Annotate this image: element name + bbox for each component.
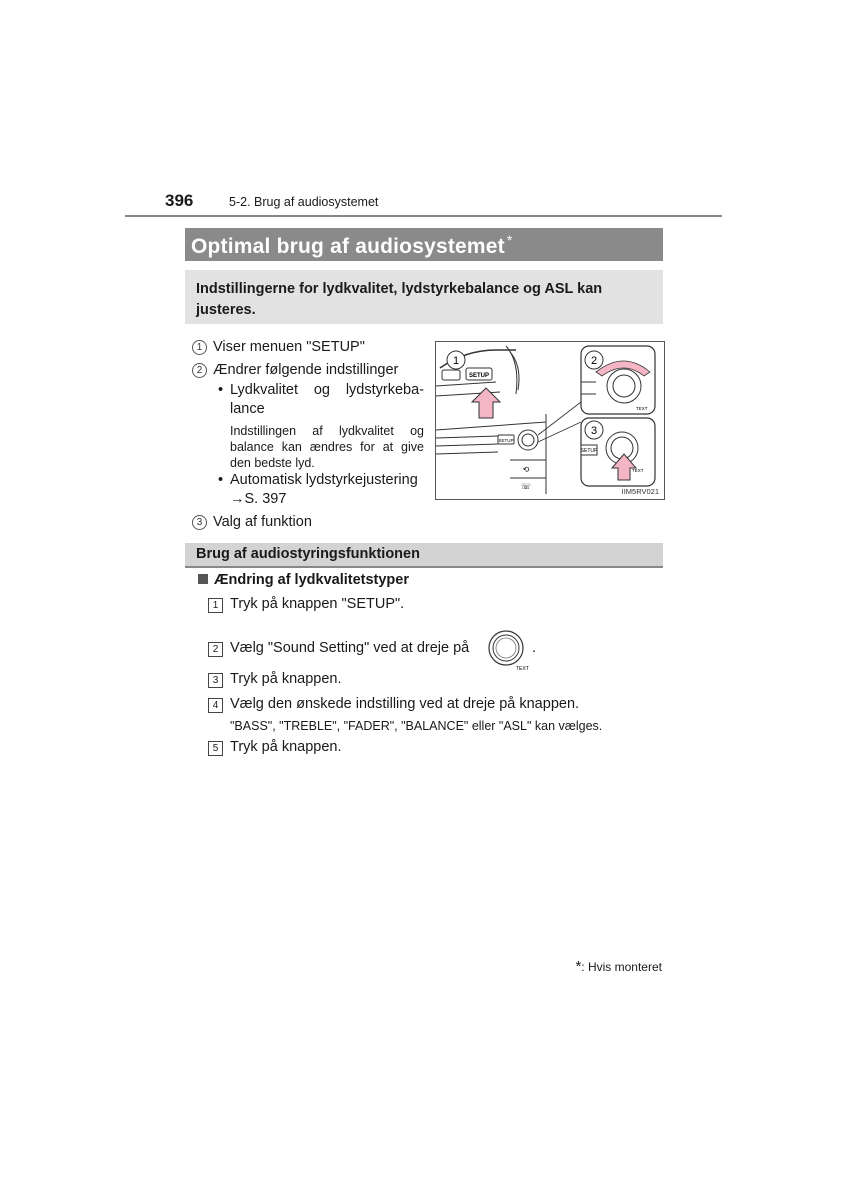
svg-text:TEXT: TEXT (516, 666, 529, 672)
step-text: Vælg den ønskede indstilling ved at dreje på knappen. (230, 696, 580, 712)
step-number: 3 (208, 673, 223, 688)
note-text: Indstillingen af lydkvalitet og balance kan ændres for at give den bedste lyd. (230, 424, 424, 470)
footnote (575, 958, 662, 975)
item-text: Viser menuen "SETUP" (213, 339, 365, 355)
step-text: Vælg "Sound Setting" ved at dreje på (230, 640, 470, 656)
step-number: 5 (208, 741, 223, 756)
item-number: 1 (192, 340, 207, 355)
callout-3: 3 (590, 425, 598, 437)
step-text: Tryk på knappen "SETUP". (230, 596, 405, 612)
page-title: Optimal brug af audiosystemet * (191, 232, 513, 258)
knob-text-label: TEXT (632, 468, 644, 473)
callout-2: 2 (590, 355, 598, 367)
step-text: Tryk på knappen. (230, 739, 342, 755)
intro-box (185, 270, 663, 324)
subsection-title: Brug af audiostyringsfunktionen (196, 546, 420, 562)
step-suffix: . (532, 640, 537, 656)
header-rule (125, 215, 722, 217)
page-number: 396 (165, 191, 194, 210)
title-asterisk: * (506, 232, 513, 248)
step-2 (208, 640, 568, 672)
setup-button-label: SETUP (468, 373, 490, 379)
step-text: Tryk på knappen. (230, 671, 342, 687)
item-number: 2 (192, 363, 207, 378)
item-number: 3 (192, 515, 207, 530)
audio-control-figure (435, 341, 665, 500)
step-note: "BASS", "TREBLE", "FADER", "BALANCE" eller "ASL" kan vælges. (230, 719, 603, 733)
svg-text:⟲: ⟲ (522, 465, 530, 474)
svg-text:SETUP: SETUP (498, 438, 514, 443)
bullet-line: lance (230, 401, 265, 417)
square-bullet-icon (198, 574, 208, 584)
svg-text:TEXT: TEXT (636, 406, 648, 411)
item-text: Ændrer følgende indstillinger (213, 362, 399, 378)
svg-text:SETUP: SETUP (580, 448, 598, 454)
bullet-line: Automatisk lydstyrkejustering (230, 472, 418, 488)
step-number: 2 (208, 642, 223, 657)
title-bar (185, 228, 663, 261)
knob-icon (486, 628, 530, 672)
section-label: 5-2. Brug af audiosystemet (229, 195, 379, 209)
page-reference: →S. 397 (230, 491, 287, 507)
item-text: Valg af funktion (213, 514, 312, 530)
intro-text: Indstillingerne for lydkvalitet, lydstyrkebalance og ASL kan justeres. (196, 281, 603, 318)
step-number: 4 (208, 698, 223, 713)
bullet-line: Lydkvalitet og lydstyrkeba- (230, 382, 424, 398)
svg-text:☏: ☏ (520, 482, 532, 491)
subsection-bar (185, 543, 663, 568)
footnote-asterisk: * (575, 958, 582, 975)
audio-panel-illustration (436, 342, 664, 499)
figure-code: IIM5RV021 (621, 487, 659, 496)
callout-1: 1 (452, 355, 460, 367)
procedure-heading: Ændring af lydkvalitetstyper (198, 572, 409, 588)
step-number: 1 (208, 598, 223, 613)
footnote-text: : Hvis monteret (581, 960, 662, 974)
